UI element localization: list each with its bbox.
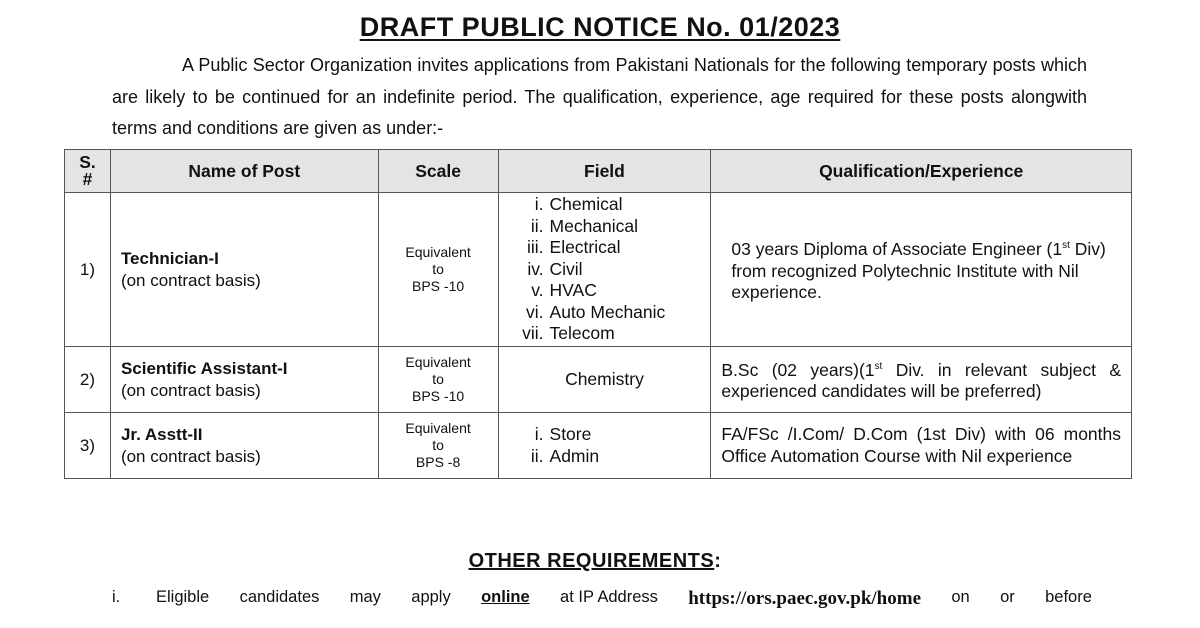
notice-title: DRAFT PUBLIC NOTICE No. 01/2023 bbox=[359, 12, 841, 42]
requirement-text bbox=[156, 588, 1092, 610]
scale-line1: Equivalent bbox=[405, 420, 471, 436]
field-name: Electrical bbox=[549, 237, 621, 258]
header-post: Name of Post bbox=[110, 150, 378, 193]
field-item bbox=[500, 216, 710, 238]
row-post bbox=[110, 413, 378, 479]
header-sno-line1: S. bbox=[79, 152, 96, 172]
field-name: Store bbox=[549, 424, 592, 444]
post-basis: (on contract basis) bbox=[120, 380, 261, 400]
post-basis: (on contract basis) bbox=[120, 446, 261, 466]
table-row bbox=[65, 347, 1132, 413]
req-word: at IP Address bbox=[560, 588, 658, 606]
row-qualification: FA/FSc /I.Com/ D.Com (1st Div) with 06 months Office Automation Course with Nil experience bbox=[711, 413, 1132, 479]
row-field bbox=[498, 193, 711, 347]
field-num: ii. bbox=[530, 445, 544, 466]
req-word: before bbox=[1045, 588, 1092, 606]
field-name: Telecom bbox=[549, 323, 615, 344]
header-qualification: Qualification/Experience bbox=[711, 150, 1132, 193]
application-url[interactable]: https://ors.paec.gov.pk/home bbox=[688, 588, 922, 609]
post-basis: (on contract basis) bbox=[120, 270, 261, 290]
row-field: Chemistry bbox=[498, 347, 711, 413]
field-num: iii. bbox=[526, 237, 544, 258]
other-heading-text: OTHER REQUIREMENTS bbox=[468, 550, 715, 572]
field-item bbox=[500, 280, 710, 302]
posts-table bbox=[64, 149, 1132, 479]
qual-text-cont: Div) from recognized Polytechnic Institute with Nil experience. bbox=[731, 239, 1106, 303]
scale-line3: BPS -8 bbox=[415, 454, 461, 470]
scale-line3: BPS -10 bbox=[412, 388, 465, 404]
req-word: Eligible bbox=[156, 588, 210, 606]
req-word: apply bbox=[411, 588, 451, 606]
field-num: vi. bbox=[526, 301, 544, 322]
field-item bbox=[500, 446, 710, 468]
field-item bbox=[500, 237, 710, 259]
field-item bbox=[500, 424, 710, 446]
row-post bbox=[110, 193, 378, 347]
notice-intro: A Public Sector Organization invites applications from Pakistani Nationals for the following temporary posts which are likely to be continued for an indefinite period. The qualification, experience, age required for these posts alongwith terms and conditions are given as under:- bbox=[112, 55, 1087, 138]
field-item bbox=[500, 302, 710, 324]
header-field: Field bbox=[498, 150, 711, 193]
header-sno-line2: # bbox=[82, 169, 93, 189]
field-list bbox=[500, 194, 710, 345]
row-sno: 2) bbox=[65, 347, 111, 413]
table-row bbox=[65, 193, 1132, 347]
header-sno bbox=[65, 150, 111, 193]
req-word: on bbox=[951, 588, 970, 606]
field-name: HVAC bbox=[549, 280, 597, 301]
row-field bbox=[498, 413, 711, 479]
field-name: Chemical bbox=[549, 194, 623, 215]
field-item bbox=[500, 259, 710, 281]
scale-line1: Equivalent bbox=[405, 244, 471, 260]
row-post bbox=[110, 347, 378, 413]
table-header-row bbox=[65, 150, 1132, 193]
field-item bbox=[500, 194, 710, 216]
table-row bbox=[65, 413, 1132, 479]
req-word: may bbox=[349, 588, 381, 606]
field-num: i. bbox=[534, 194, 544, 215]
field-num: iv. bbox=[527, 258, 544, 279]
qual-sup: st bbox=[1062, 240, 1070, 252]
row-qualification bbox=[711, 347, 1132, 413]
scale-line3: BPS -10 bbox=[412, 278, 465, 294]
field-name: Auto Mechanic bbox=[549, 301, 666, 322]
field-name: Mechanical bbox=[549, 215, 639, 236]
row-sno: 3) bbox=[65, 413, 111, 479]
field-num: ii. bbox=[530, 215, 544, 236]
other-requirements-heading bbox=[0, 550, 1190, 573]
qual-text: B.Sc (02 years)(1 bbox=[721, 359, 875, 380]
row-scale bbox=[378, 347, 498, 413]
row-scale bbox=[378, 413, 498, 479]
row-sno: 1) bbox=[65, 193, 111, 347]
field-item bbox=[500, 323, 710, 345]
field-name: Civil bbox=[549, 258, 583, 279]
qual-text: 03 years Diploma of Associate Engineer (1 bbox=[731, 239, 1063, 260]
scale-line1: Equivalent bbox=[405, 354, 471, 370]
scale-line2: to bbox=[432, 371, 444, 387]
req-word: candidates bbox=[239, 588, 320, 606]
requirement-num: i. bbox=[112, 588, 121, 606]
other-heading-colon: : bbox=[714, 550, 722, 572]
field-num: v. bbox=[531, 280, 544, 301]
requirement-item bbox=[112, 588, 1092, 610]
post-title: Scientific Assistant-I bbox=[120, 358, 288, 378]
qual-text-cont: Div. in relevant subject & experienced candidates will be preferred) bbox=[721, 359, 1121, 402]
row-qualification bbox=[711, 193, 1132, 347]
scale-line2: to bbox=[432, 261, 444, 277]
qual-sup: st bbox=[874, 361, 883, 373]
header-scale: Scale bbox=[378, 150, 498, 193]
online-link[interactable]: online bbox=[481, 588, 530, 606]
scale-line2: to bbox=[432, 437, 444, 453]
req-word: or bbox=[1000, 588, 1015, 606]
field-num: vii. bbox=[522, 323, 544, 344]
row-scale bbox=[378, 193, 498, 347]
post-title: Technician-I bbox=[120, 248, 219, 268]
field-name: Admin bbox=[549, 445, 600, 466]
post-title: Jr. Asstt-II bbox=[120, 424, 203, 444]
field-list bbox=[500, 424, 710, 467]
field-num: i. bbox=[534, 424, 544, 444]
